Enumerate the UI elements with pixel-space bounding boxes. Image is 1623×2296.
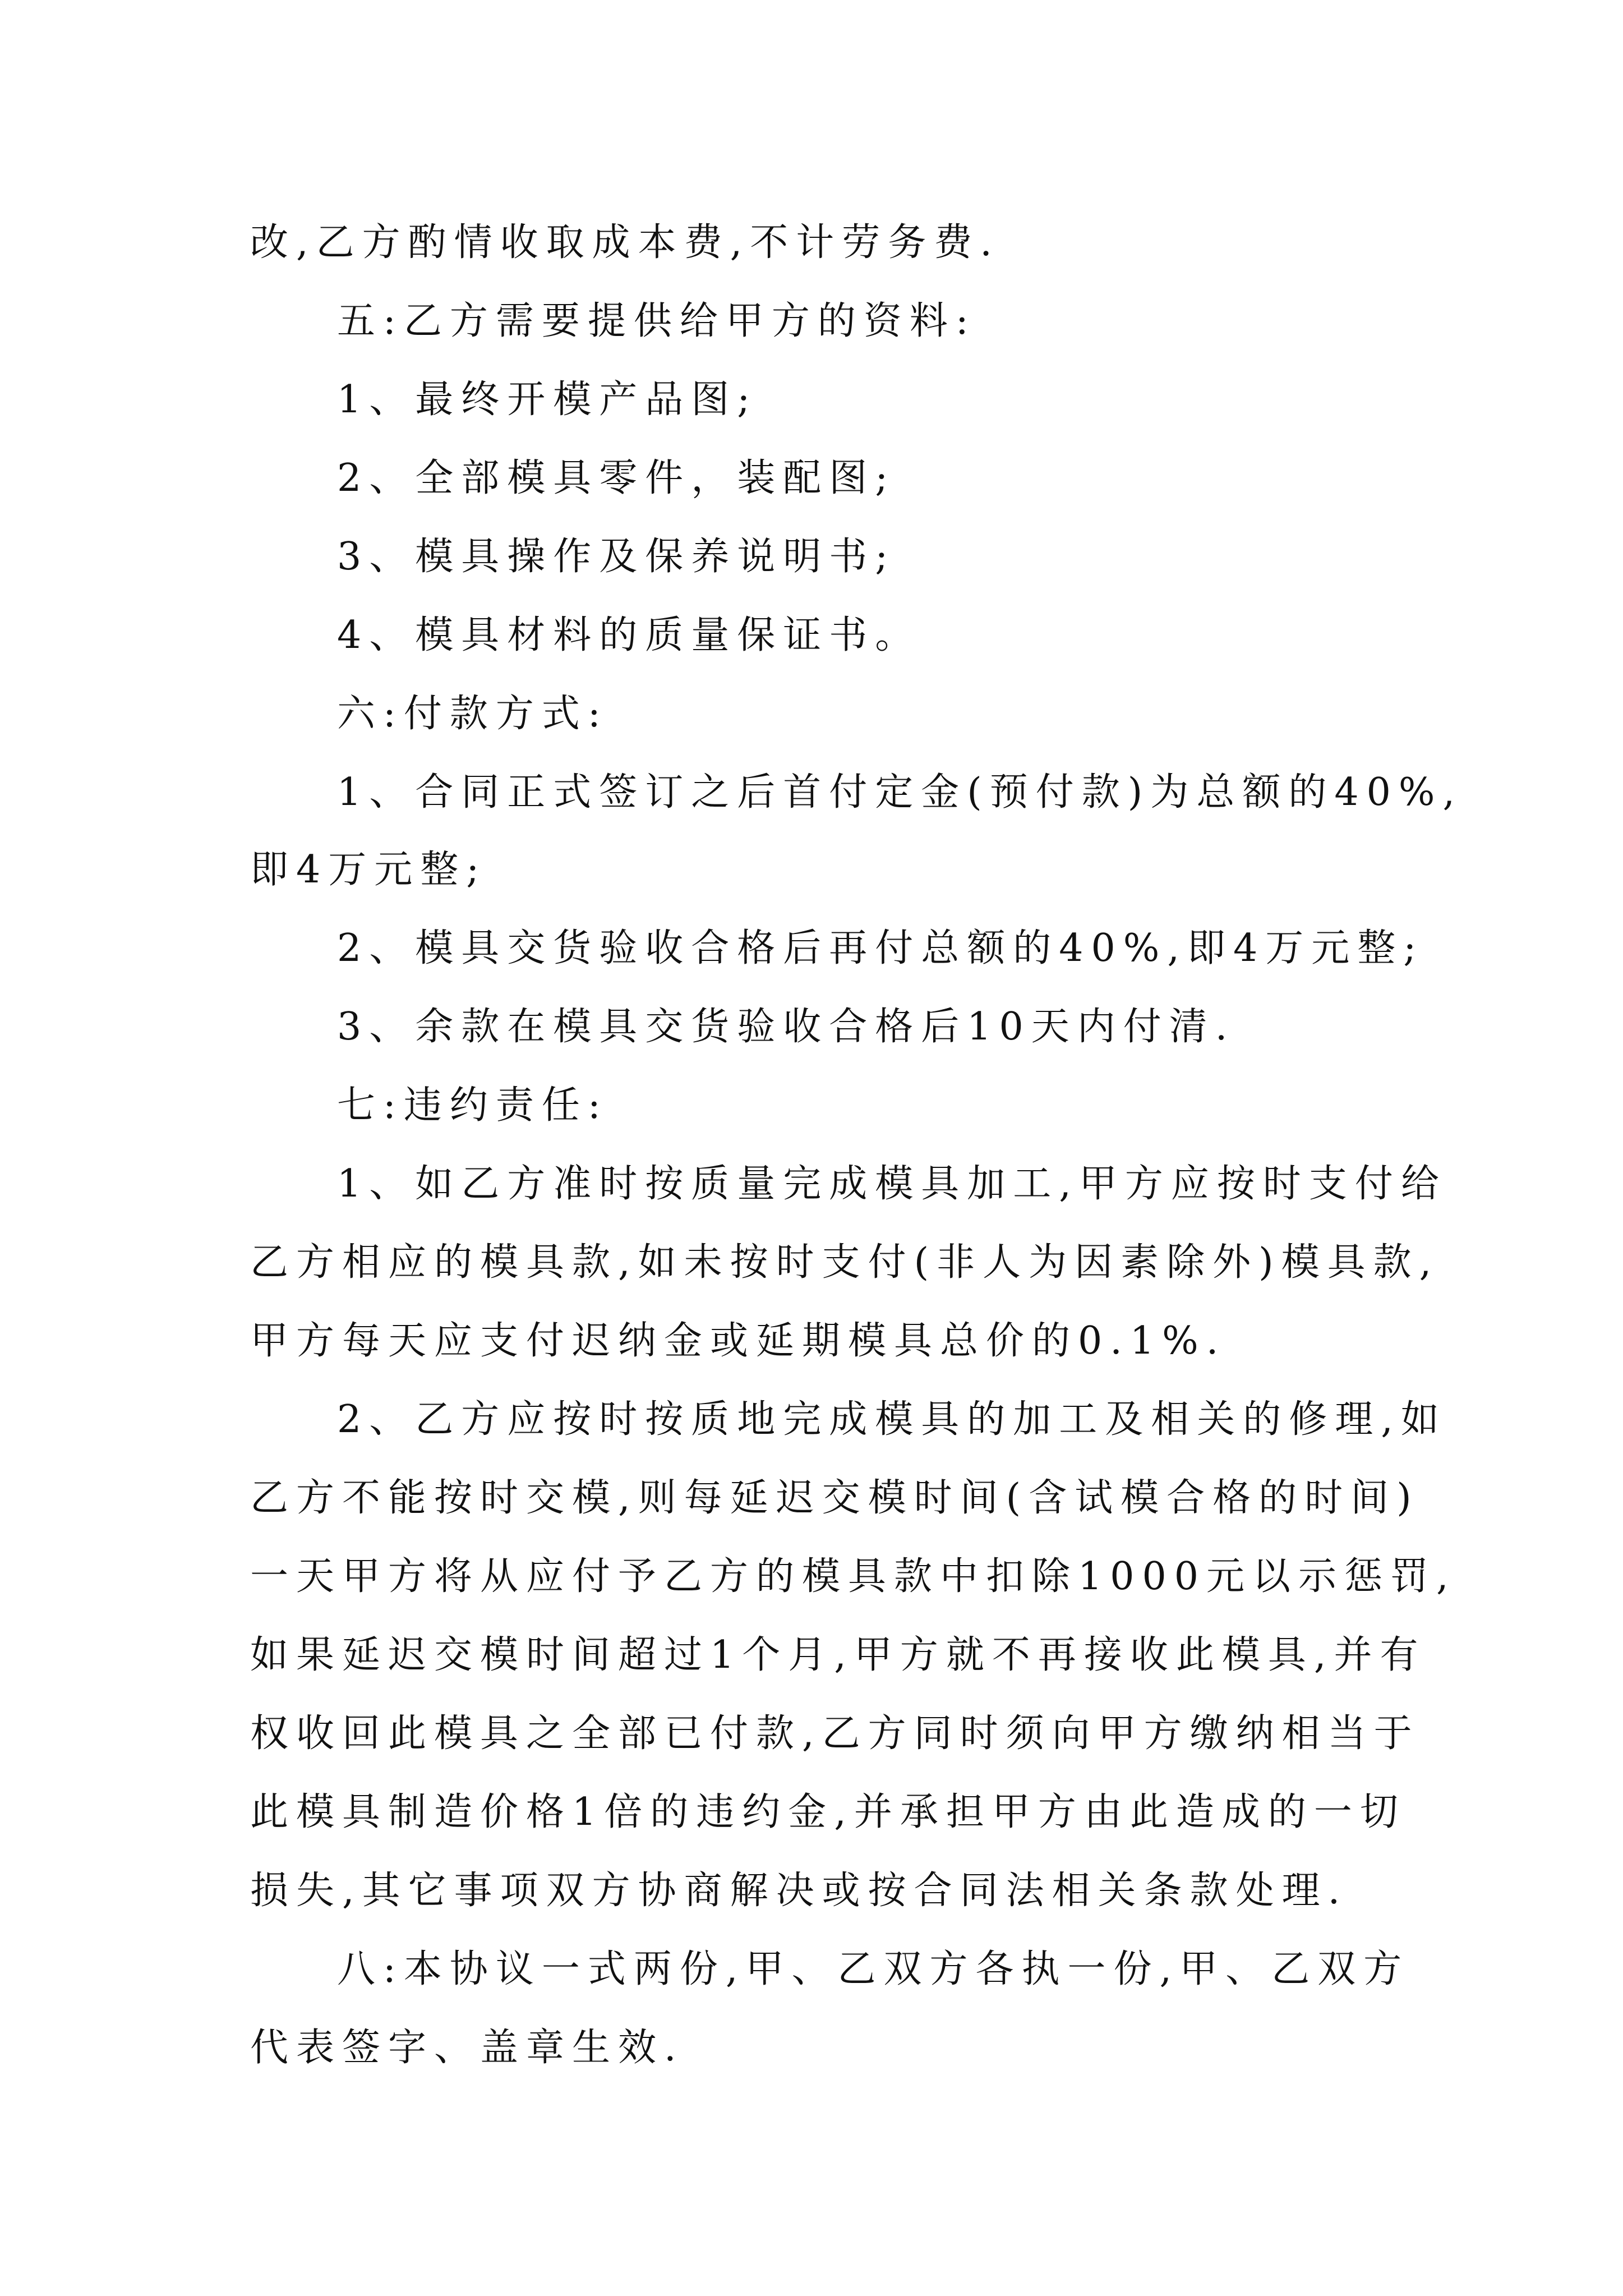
- text-line: 甲方每天应支付迟纳金或延期模具总价的0.1%.: [250, 1319, 1227, 1363]
- list-item: 1、如乙方准时按质量完成模具加工,甲方应按时支付给: [337, 1162, 1447, 1206]
- text-line: 此模具制造价格1倍的违约金,并承担甲方由此造成的一切: [250, 1790, 1406, 1834]
- text-line: 乙方相应的模具款,如未按时支付(非人为因素除外)模具款,: [250, 1240, 1440, 1285]
- text-line: 一天甲方将从应付予乙方的模具款中扣除1000元以示惩罚,: [250, 1554, 1456, 1599]
- text-line: 代表签字、盖章生效.: [250, 2026, 684, 2070]
- section-heading: 七:违约责任:: [337, 1083, 608, 1128]
- list-item: 2、模具交货验收合格后再付总额的40%,即4万元整;: [337, 926, 1424, 970]
- list-item: 1、合同正式签订之后首付定金(预付款)为总额的40%,: [337, 770, 1463, 815]
- list-item: 1、最终开模产品图;: [337, 378, 758, 422]
- text-line: 乙方不能按时交模,则每延迟交模时间(含试模合格的时间): [250, 1476, 1419, 1520]
- list-item: 2、全部模具零件，装配图;: [337, 456, 896, 500]
- section-heading: 六:付款方式:: [337, 692, 608, 736]
- list-item: 3、余款在模具交货验收合格后10天内付清.: [337, 1005, 1235, 1049]
- text-line: 如果延迟交模时间超过1个月,甲方就不再接收此模具,并有: [250, 1633, 1426, 1677]
- text-line: 损失,其它事项双方协商解决或按合同法相关条款处理.: [250, 1869, 1348, 1913]
- section-heading: 五:乙方需要提供给甲方的资料:: [337, 299, 976, 343]
- list-item: 2、乙方应按时按质地完成模具的加工及相关的修理,如: [337, 1397, 1447, 1442]
- text-line: 权收回此模具之全部已付款,乙方同时须向甲方缴纳相当于: [250, 1711, 1420, 1756]
- list-item: 4、模具材料的质量保证书。: [337, 613, 921, 657]
- text-line: 即4万元整;: [250, 848, 487, 892]
- list-item: 3、模具操作及保养说明书;: [337, 535, 896, 579]
- section-heading: 八:本协议一式两份,甲、乙双方各执一份,甲、乙双方: [337, 1947, 1410, 1991]
- text-line: 改,乙方酌情收取成本费,不计劳务费.: [250, 220, 1000, 265]
